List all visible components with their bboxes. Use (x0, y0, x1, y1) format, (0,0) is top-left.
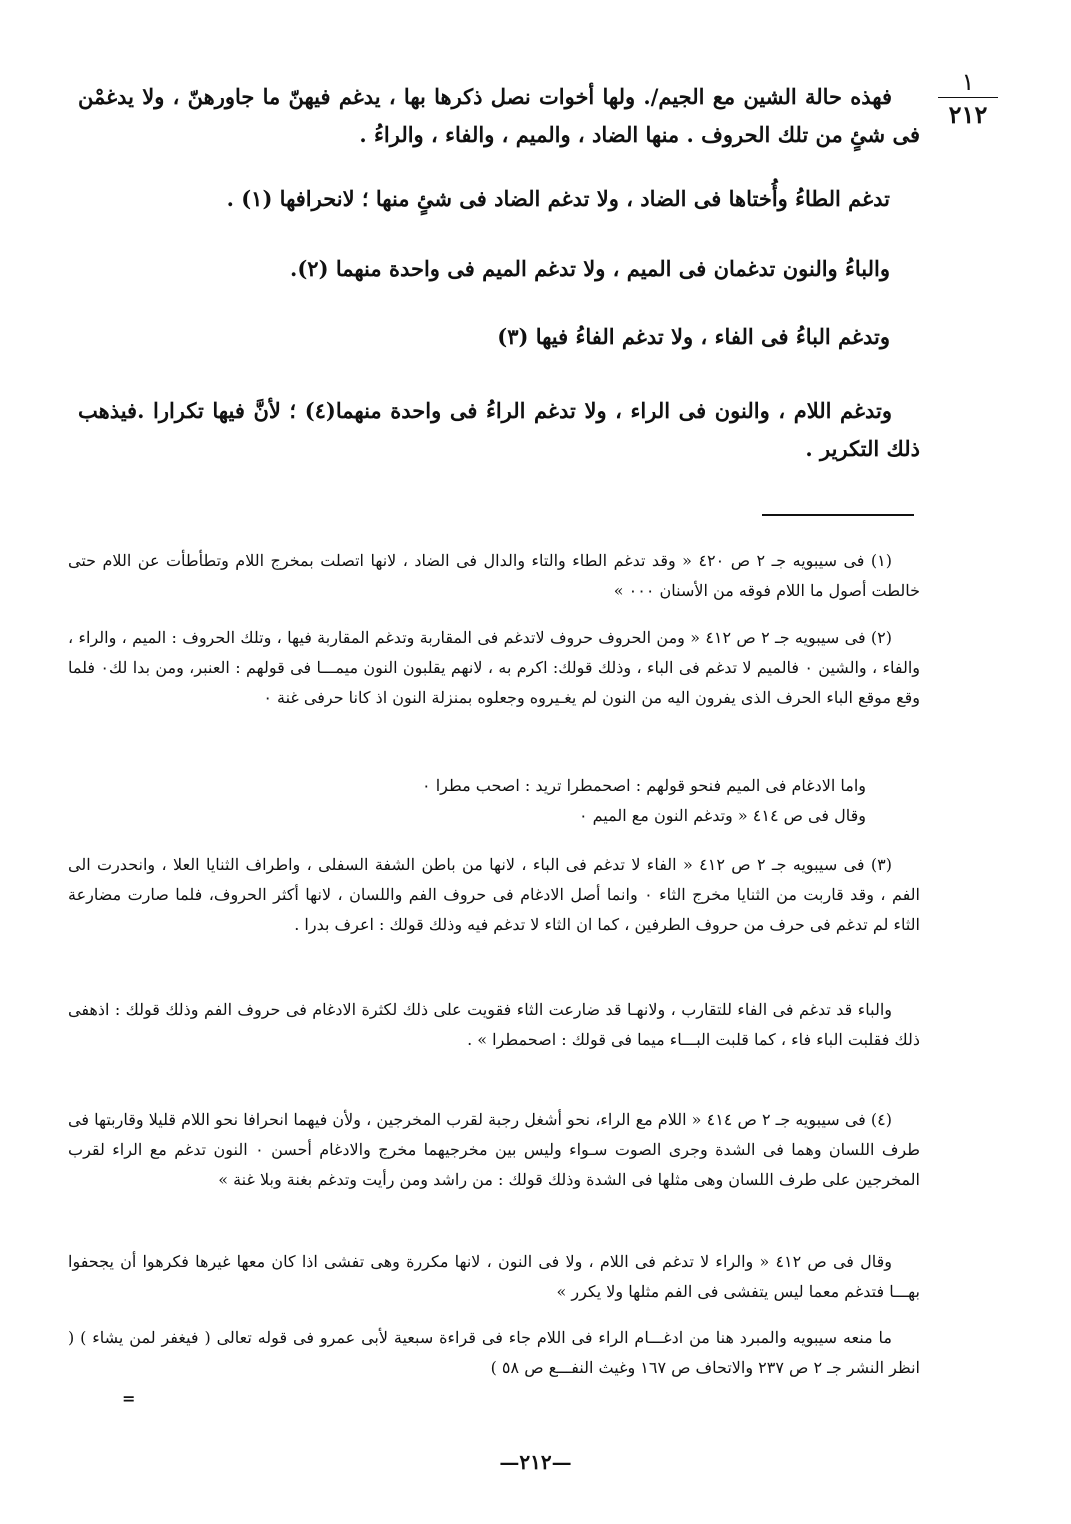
footnote-3-text: (٣) فى سيبويه جـ ٢ ص ٤١٢ « الفاء لا تدغم فى الباء ، لانها من باطن الشفة السفلى ، واطراف الثنايا العلا ، وانحدرت الى الفم ، وقد قاربت من الثنايا مخرج الثاء ٠ وانما أصل الادغام فى حروف الفم واللسان ، لانها أكثر الحروف، فلما صارت مضارعة الثاء لم تدغم فى حرف من حروف الطرفين ، كما ان الثاء لا تدغم فيه وذلك قولك : اعرف بدرا . (68, 855, 921, 934)
footnote-2-text: (٢) فى سيبويه جـ ٢ ص ٤١٢ « ومن الحروف حروف لاتدغم فى المقاربة وتدغم المقاربة فيها ، وتلك الحروف : الميم ، والراء ، والفاء ، والشين ٠ فالميم لا تدغم فى الباء ، وذلك قولك: اكرم به ، لانهم يقلبون النون ميمـــا فى قولهم : العنبر، ومن بدا لك٠ فلما وقع موقع الباء الحرف الذى يفرون اليه من النون لم يغـيروه وجعلوه بمنزلة النون اذ كانا حرفى غنة ٠ (68, 628, 921, 707)
main-text-para1: فهذه حالة الشين مع الجيم/. ولها أخوات نصل ذكرها بها ، يدغم فيهنّ ما جاورهنّ ، ولا يدغمْن فى شئٍ من تلك الحروف . منها الضاد ، والميم ، والفاء ، والراءُ . (78, 84, 920, 147)
footnote-3-continuation (68, 995, 920, 1055)
footnote-1-text: (١) فى سيبويه جـ ٢ ص ٤٢٠ « وقد تدغم الطاء والتاء والدال فى الضاد ، لانها اتصلت بمخرج اللام وتطأطأت عن اللام حتى خالطت أصول ما اللام فوقه من الأسنان ٠٠٠ » (68, 551, 920, 600)
footnote-3b-text: والباء قد تدغم فى الفاء للتقارب ، ولانهـا قد ضارعت الثاء فقويت على ذلك لكثرة الادغام فى حروف الفم وذلك قولك : اذهفى ذلك فقلبت الباء فاء ، كما قلبت البـــاء ميما فى قولك : اصحمطرا » . (68, 1000, 920, 1049)
footnote-2 (68, 623, 920, 713)
main-line-2: والباءُ والنون تدغمان فى الميم ، ولا تدغم الميم فى واحدة منهما (٢). (290, 256, 890, 281)
main-paragraph-4 (78, 392, 920, 468)
margin-page-reference (938, 68, 998, 130)
main-line-1: تدغم الطاءُ وأُختاها فى الضاد ، ولا تدغم الضاد فى شئٍ منها ؛ لانحرافها (١) . (226, 186, 890, 211)
footnote-4-note (68, 1323, 920, 1383)
margin-ref-top: ١ (938, 70, 998, 98)
footnote-separator (762, 514, 914, 516)
continuation-equals-mark: = (122, 1389, 136, 1408)
footnote-4b-text: وقال فى ص ٤١٢ « والراء لا تدغم فى اللام ، ولا فى النون ، لانها مكررة وهى تفشى اذا كان معها غيرها فكرهوا أن يجحفوا بهـــا فتدغم معما ليس يتفشى فى الفم مثلها ولا يكرر » (68, 1252, 920, 1301)
footnote-4 (68, 1105, 920, 1195)
main-line-3: وتدغم الباءُ فى الفاء ، ولا تدغم الفاءُ فيها (٣) (497, 324, 890, 349)
footnote-4-text: (٤) فى سيبويه جـ ٢ ص ٤١٤ « اللام مع الراء، نحو أشغل رجبة لقرب المخرجين ، ولأن فيهما انحرافا نحو اللام قليلا وقاربتها فى طرف اللسان وهما فى الشدة وجرى الصوت سـواء وليس بين مخرجيهما مخرج والادغام أحسن ٠ النون تدغم مع الراء لقرب المخرجين على طرف اللسان وهى مثلها فى الشدة وذلك قولك : من راشد ومن رأيت وتدغم بغنة وبلا غنة » (68, 1110, 920, 1189)
footnote-3 (68, 850, 920, 940)
main-text-para4: وتدغم اللام ، والنون فى الراء ، ولا تدغم الراءُ فى واحدة منهما(٤) ؛ لأنَّ فيها تكرارا .فيذهب ذلك التكرير . (78, 398, 920, 461)
footnote-4c-text: ما منعه سيبويه والمبرد هنا من ادغـــام الراء فى اللام جاء فى قراءة سبعية لأبى عمرو فى قوله تعالى ( فيغفر لمن يشاء ) ( انظر النشر جـ ٢ ص ٢٣٧ والاتحاف ص ١٦٧ وغيث النفـــع ص ٥٨ ) (68, 1328, 920, 1377)
footnote-2-line-a: واما الادغام فى الميم فنحو قولهم : اصحمطرا تريد : اصحب مطرا ٠ (422, 776, 866, 795)
footnote-1 (68, 546, 920, 606)
footnote-4-continuation (68, 1247, 920, 1307)
main-paragraph-1 (78, 78, 920, 154)
page-number: —٢١٢— (499, 1450, 572, 1474)
footnote-2-line-b: وقال فى ص ٤١٤ « وتدغم النون مع الميم ٠ (578, 806, 866, 825)
margin-ref-bottom: ٢١٢ (948, 100, 988, 130)
footnote-2-continuation (422, 771, 866, 831)
